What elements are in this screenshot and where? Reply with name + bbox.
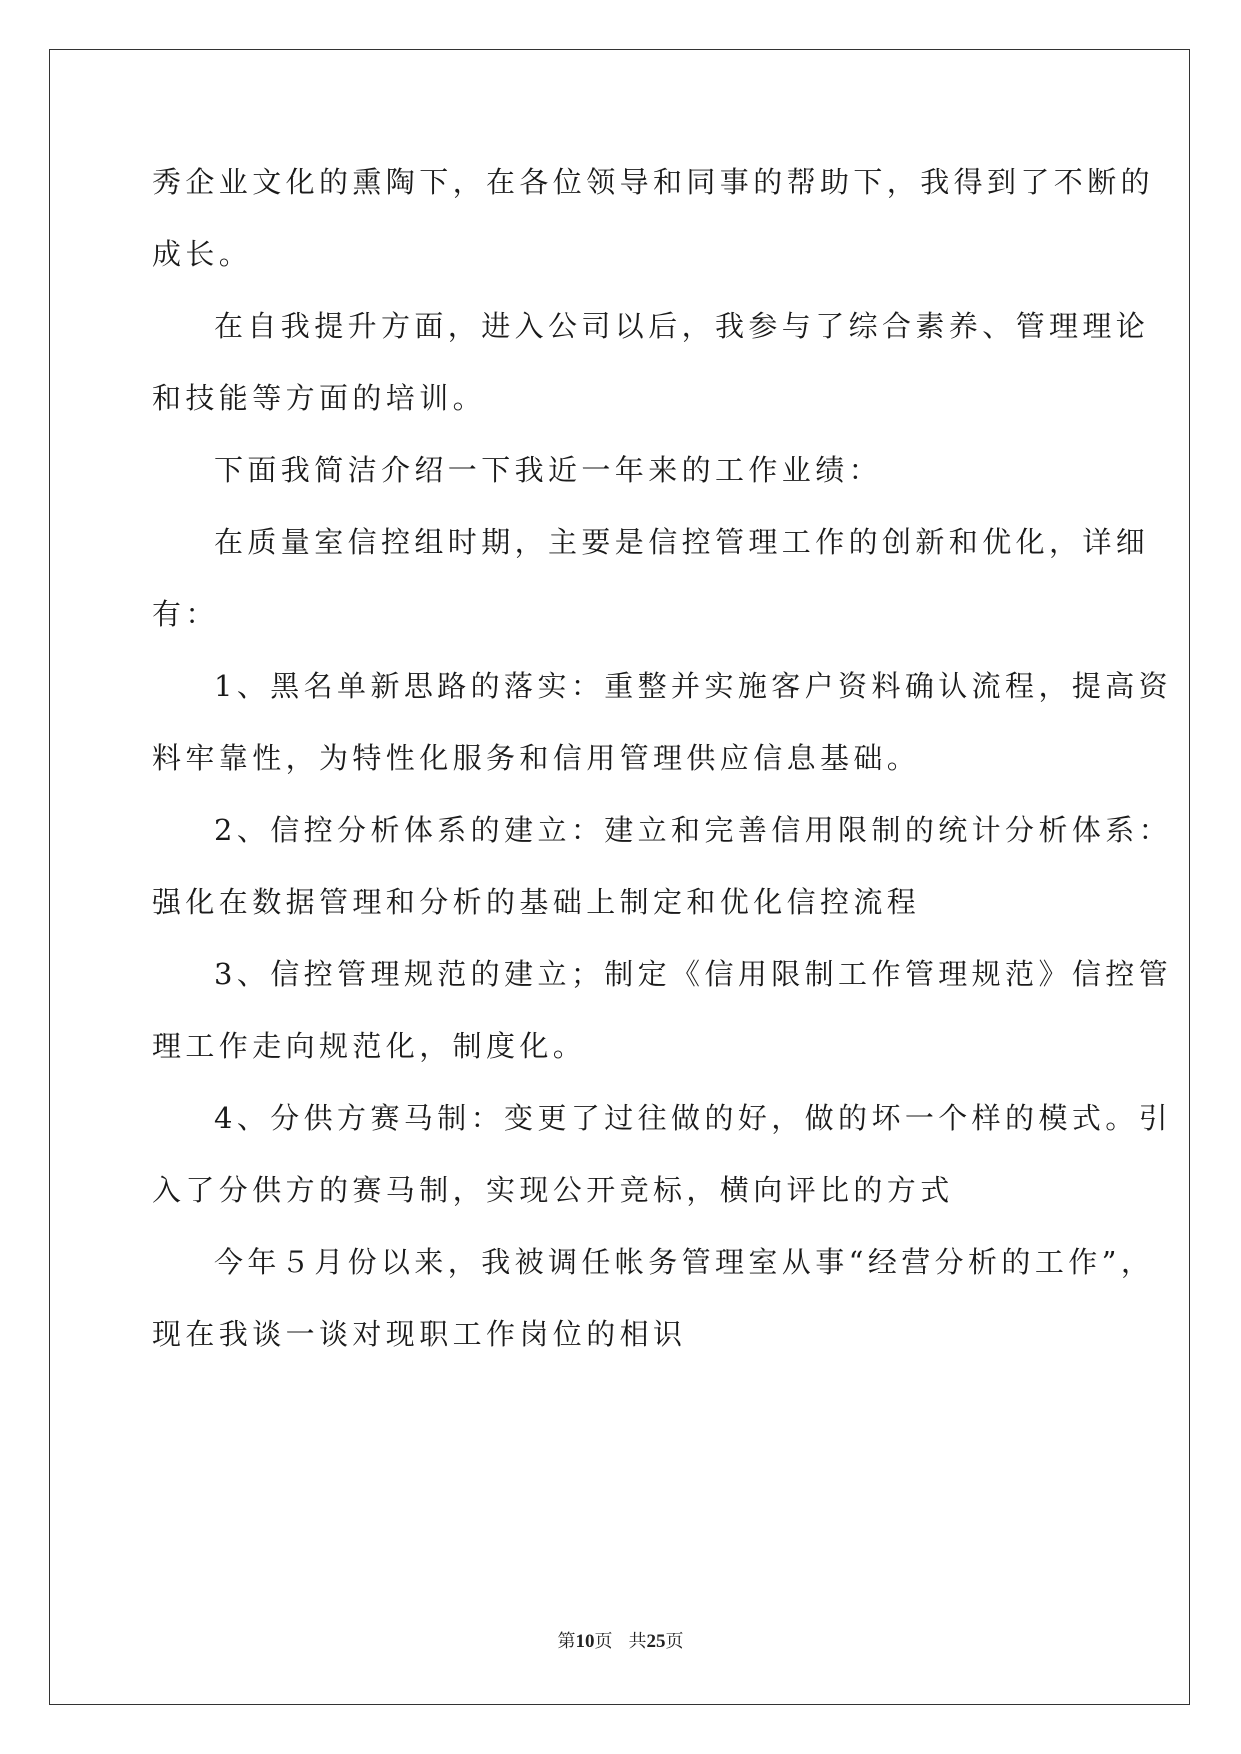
text-line: 入了分供方的赛马制，实现公开竞标，横向评比的方式 bbox=[152, 1173, 954, 1207]
paragraph-line: 在质量室信控组时期，主要是信控管理工作的创新和优化，详细 bbox=[214, 525, 1150, 559]
paragraph-line: 今年５月份以来，我被调任帐务管理室从事“经营分析的工作”， bbox=[214, 1245, 1155, 1279]
list-item-2: 2、信控分析体系的建立：建立和完善信用限制的统计分析体系： bbox=[214, 813, 1173, 847]
page-suffix: 页 bbox=[594, 1631, 613, 1651]
text-line: 和技能等方面的培训。 bbox=[152, 381, 487, 415]
text-line: 有： bbox=[152, 597, 219, 631]
page-border bbox=[49, 49, 1190, 1705]
total-suffix: 页 bbox=[665, 1631, 684, 1651]
text-line: 现在我谈一谈对现职工作岗位的相识 bbox=[152, 1317, 687, 1351]
total-prefix: 共 bbox=[628, 1631, 647, 1651]
text-line: 秀企业文化的熏陶下，在各位领导和同事的帮助下，我得到了不断的 bbox=[152, 165, 1155, 199]
page-footer bbox=[0, 1629, 1241, 1654]
paragraph-line: 在自我提升方面，进入公司以后，我参与了综合素养、管理理论 bbox=[214, 309, 1150, 343]
total-page-number: 25 bbox=[646, 1631, 666, 1652]
list-item-3: 3、信控管理规范的建立；制定《信用限制工作管理规范》信控管 bbox=[214, 957, 1173, 991]
text-line: 理工作走向规范化，制度化。 bbox=[152, 1029, 587, 1063]
list-item-4: 4、分供方赛马制：变更了过往做的好，做的坏一个样的模式。引 bbox=[214, 1101, 1173, 1135]
text-line: 成长。 bbox=[152, 237, 253, 271]
page-prefix: 第 bbox=[557, 1631, 576, 1651]
paragraph-line: 下面我简洁介绍一下我近一年来的工作业绩： bbox=[214, 453, 883, 487]
text-line: 料牢靠性，为特性化服务和信用管理供应信息基础。 bbox=[152, 741, 921, 775]
current-page-number: 10 bbox=[575, 1631, 595, 1652]
text-line: 强化在数据管理和分析的基础上制定和优化信控流程 bbox=[152, 885, 921, 919]
list-item-1: 1、黑名单新思路的落实：重整并实施客户资料确认流程，提高资 bbox=[214, 669, 1173, 703]
